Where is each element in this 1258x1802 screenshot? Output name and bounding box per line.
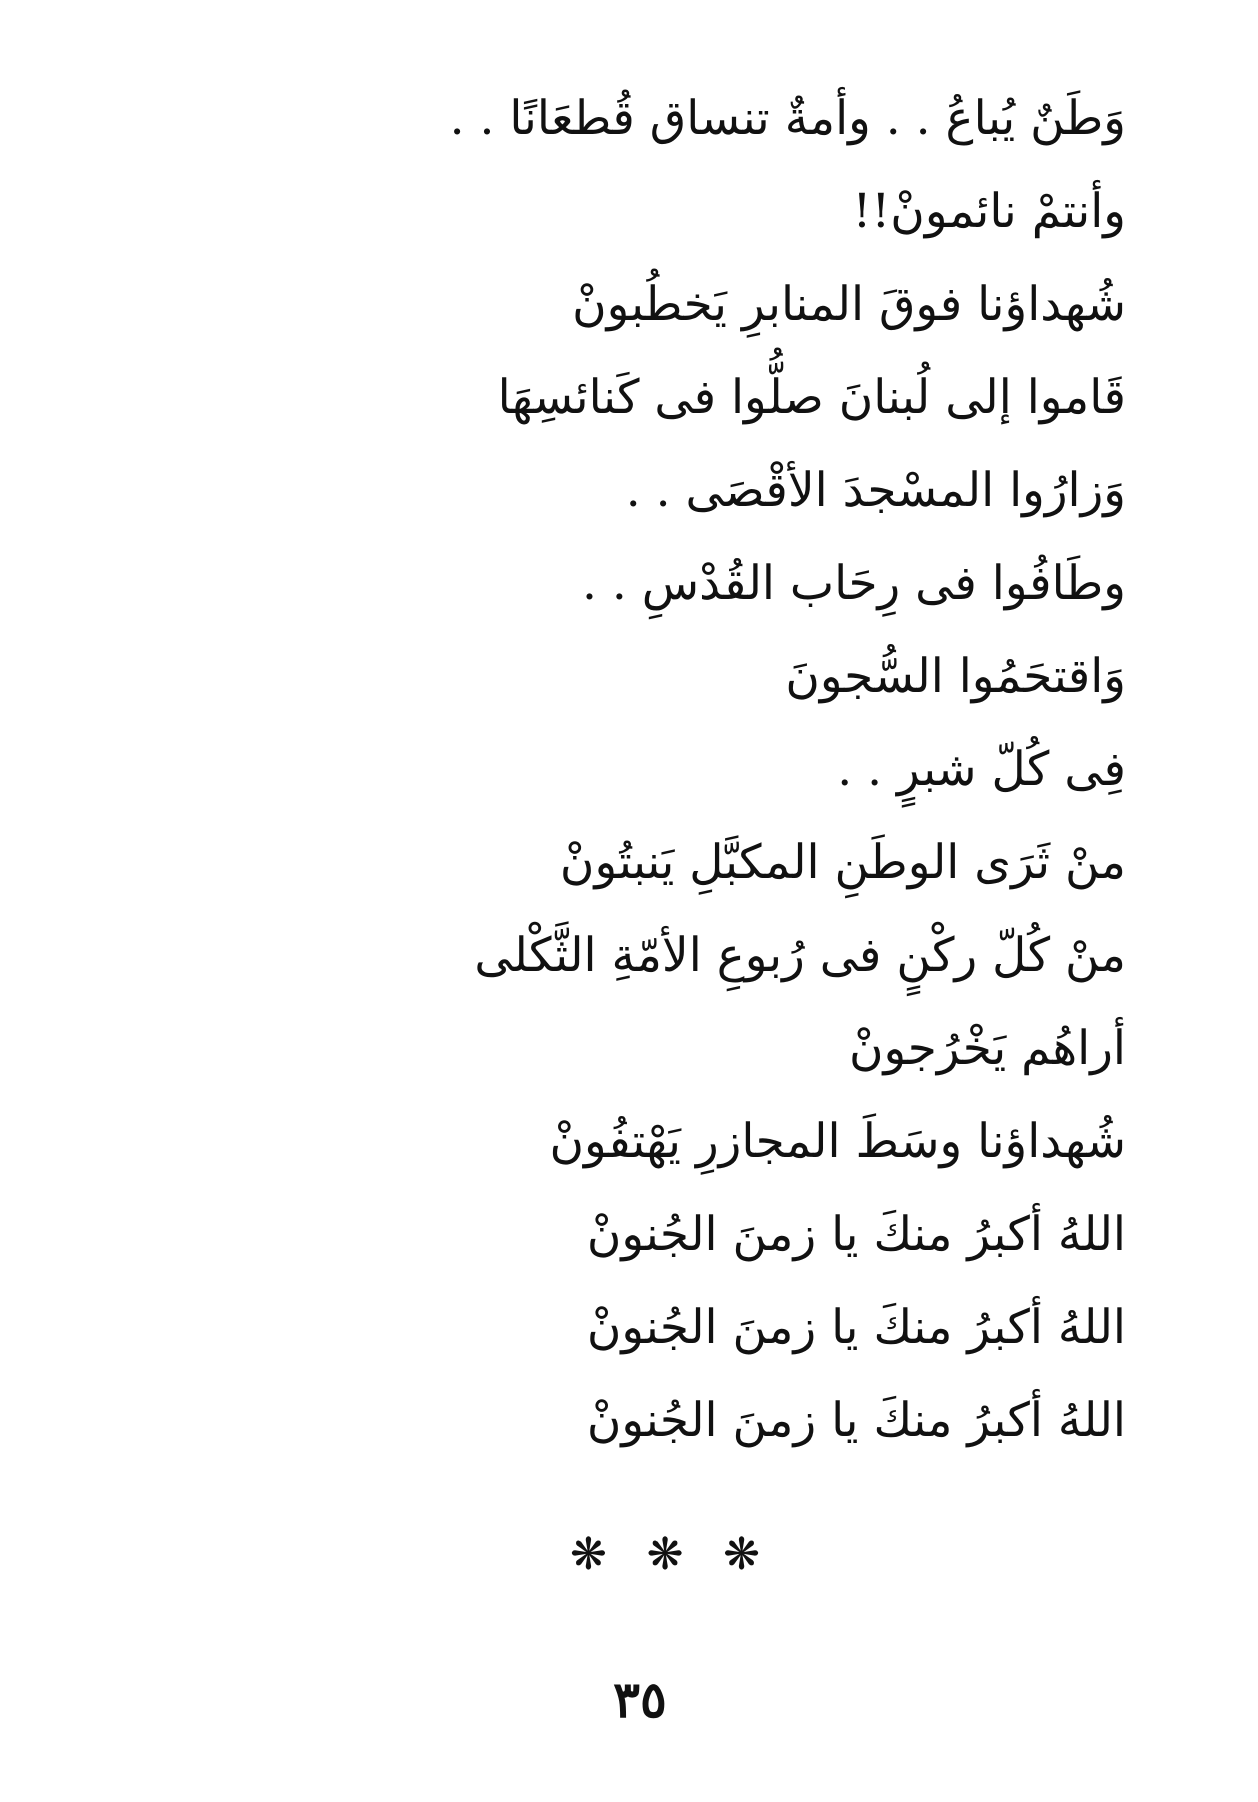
poem-line: أراهُم يَخْرُجونْ — [848, 1021, 1126, 1076]
poem-line: شُهداؤنا فوقَ المنابرِ يَخطُبونْ — [572, 277, 1126, 332]
poem-line: فِى كُلّ شبرٍ . . — [837, 742, 1126, 797]
poem-line: وطَافُوا فى رِحَاب القُدْسِ . . — [582, 556, 1126, 611]
poem-line: وأنتمْ نائمونْ!! — [852, 184, 1126, 239]
page-number: ٣٥ — [613, 1670, 667, 1729]
poem-line: اللهُ أكبرُ منكَ يا زمنَ الجُنونْ — [586, 1300, 1126, 1355]
section-separator — [570, 1530, 760, 1580]
poem-line: اللهُ أكبرُ منكَ يا زمنَ الجُنونْ — [586, 1393, 1126, 1448]
poem-line: قَاموا إلى لُبنانَ صلُّوا فى كَنائسِهَا — [497, 370, 1126, 425]
asterism-icon: ❋ — [723, 1529, 760, 1580]
poem-line: منْ كُلّ ركْنٍ فى رُبوعِ الأمّةِ الثَّكْلى — [474, 928, 1126, 983]
poem-line: منْ ثَرَى الوطَنِ المكبَّلِ يَنبتُونْ — [559, 835, 1126, 890]
poem-line: وَزارُوا المسْجدَ الأقْصَى . . — [625, 463, 1126, 518]
poem-line: وَاقتحَمُوا السُّجونَ — [785, 649, 1126, 704]
poem-line: شُهداؤنا وسَطَ المجازرِ يَهْتفُونْ — [549, 1114, 1126, 1169]
asterism-icon: ❋ — [646, 1529, 684, 1580]
asterism-icon: ❋ — [570, 1529, 607, 1580]
poem-text — [449, 72, 1126, 1467]
poem-line: اللهُ أكبرُ منكَ يا زمنَ الجُنونْ — [586, 1207, 1126, 1262]
poem-line: وَطَنٌ يُباعُ . . وأمةٌ تنساق قُطعَانًا . . — [449, 91, 1126, 146]
